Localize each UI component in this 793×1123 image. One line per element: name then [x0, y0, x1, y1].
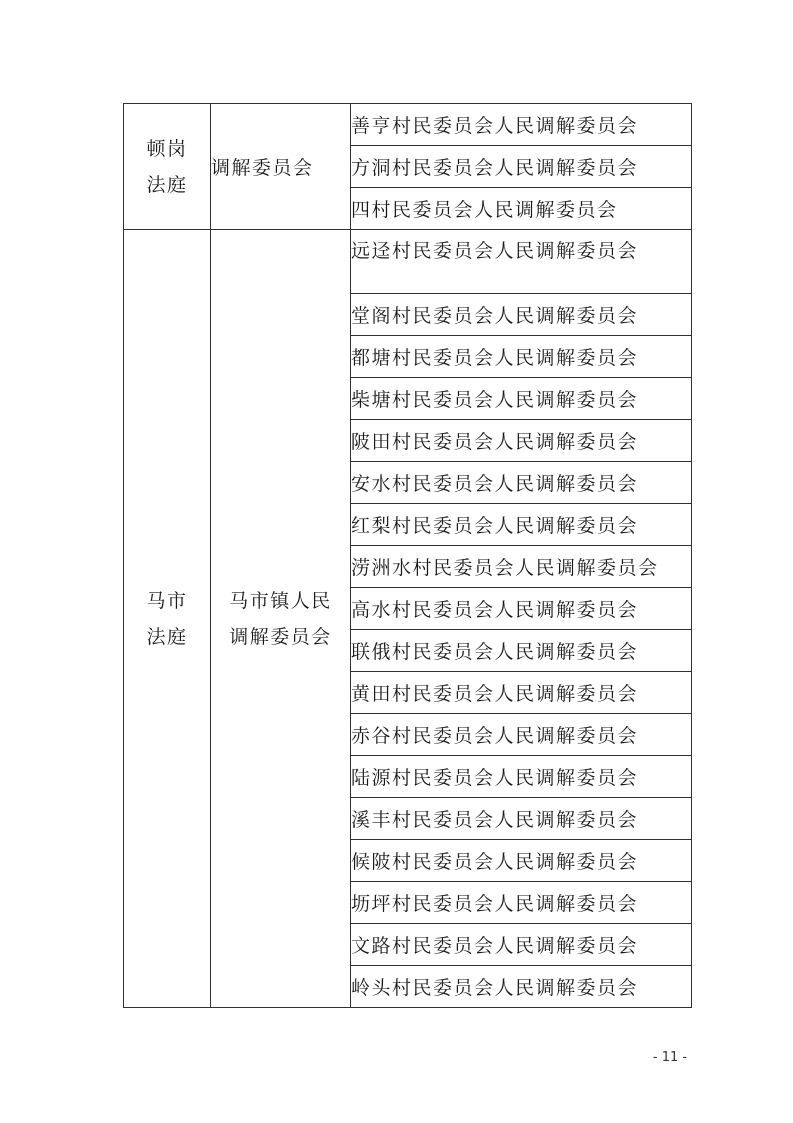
- mediation-committee-table: [123, 103, 692, 1008]
- committee-name: 调解委员会: [211, 157, 314, 179]
- village-committee-cell: 柴塘村民委员会人民调解委员会: [351, 378, 692, 420]
- committee-cell-dungang: [211, 104, 351, 230]
- village-committee-cell: 候陂村民委员会人民调解委员会: [351, 840, 692, 882]
- court-name-line: 马市: [146, 589, 188, 612]
- village-committee-cell: 岭头村民委员会人民调解委员会: [351, 966, 692, 1008]
- table-row: [124, 230, 692, 294]
- village-committee-cell: 方洞村民委员会人民调解委员会: [351, 146, 692, 188]
- village-committee-cell: 陂田村民委员会人民调解委员会: [351, 420, 692, 462]
- village-committee-cell: 联俄村民委员会人民调解委员会: [351, 630, 692, 672]
- village-committee-cell: 赤谷村民委员会人民调解委员会: [351, 714, 692, 756]
- village-committee-cell: 黄田村民委员会人民调解委员会: [351, 672, 692, 714]
- court-cell-mashi: [124, 230, 211, 1008]
- table-body: [124, 104, 692, 1008]
- village-committee-cell: 远迳村民委员会人民调解委员会: [351, 230, 692, 294]
- village-committee-cell: 善亨村民委员会人民调解委员会: [351, 104, 692, 146]
- village-committee-cell: 四村民委员会人民调解委员会: [351, 188, 692, 230]
- committee-cell-mashi: [211, 230, 351, 1008]
- court-name-line: 法庭: [146, 625, 188, 648]
- committee-name-line: 马市镇人民: [229, 589, 332, 612]
- court-name-line: 法庭: [146, 173, 188, 196]
- village-committee-cell: 文路村民委员会人民调解委员会: [351, 924, 692, 966]
- court-cell-dungang: [124, 104, 211, 230]
- court-name-line: 顿岗: [146, 137, 188, 160]
- village-committee-cell: 坜坪村民委员会人民调解委员会: [351, 882, 692, 924]
- page-number: - 11 -: [652, 1050, 688, 1065]
- village-committee-cell: 溪丰村民委员会人民调解委员会: [351, 798, 692, 840]
- table-row: [124, 104, 692, 146]
- village-committee-cell: 都塘村民委员会人民调解委员会: [351, 336, 692, 378]
- village-committee-cell: 涝洲水村民委员会人民调解委员会: [351, 546, 692, 588]
- village-committee-cell: 红梨村民委员会人民调解委员会: [351, 504, 692, 546]
- village-committee-cell: 安水村民委员会人民调解委员会: [351, 462, 692, 504]
- village-committee-cell: 堂阁村民委员会人民调解委员会: [351, 294, 692, 336]
- committee-name-line: 调解委员会: [229, 625, 332, 648]
- village-committee-cell: 陆源村民委员会人民调解委员会: [351, 756, 692, 798]
- village-committee-cell: 高水村民委员会人民调解委员会: [351, 588, 692, 630]
